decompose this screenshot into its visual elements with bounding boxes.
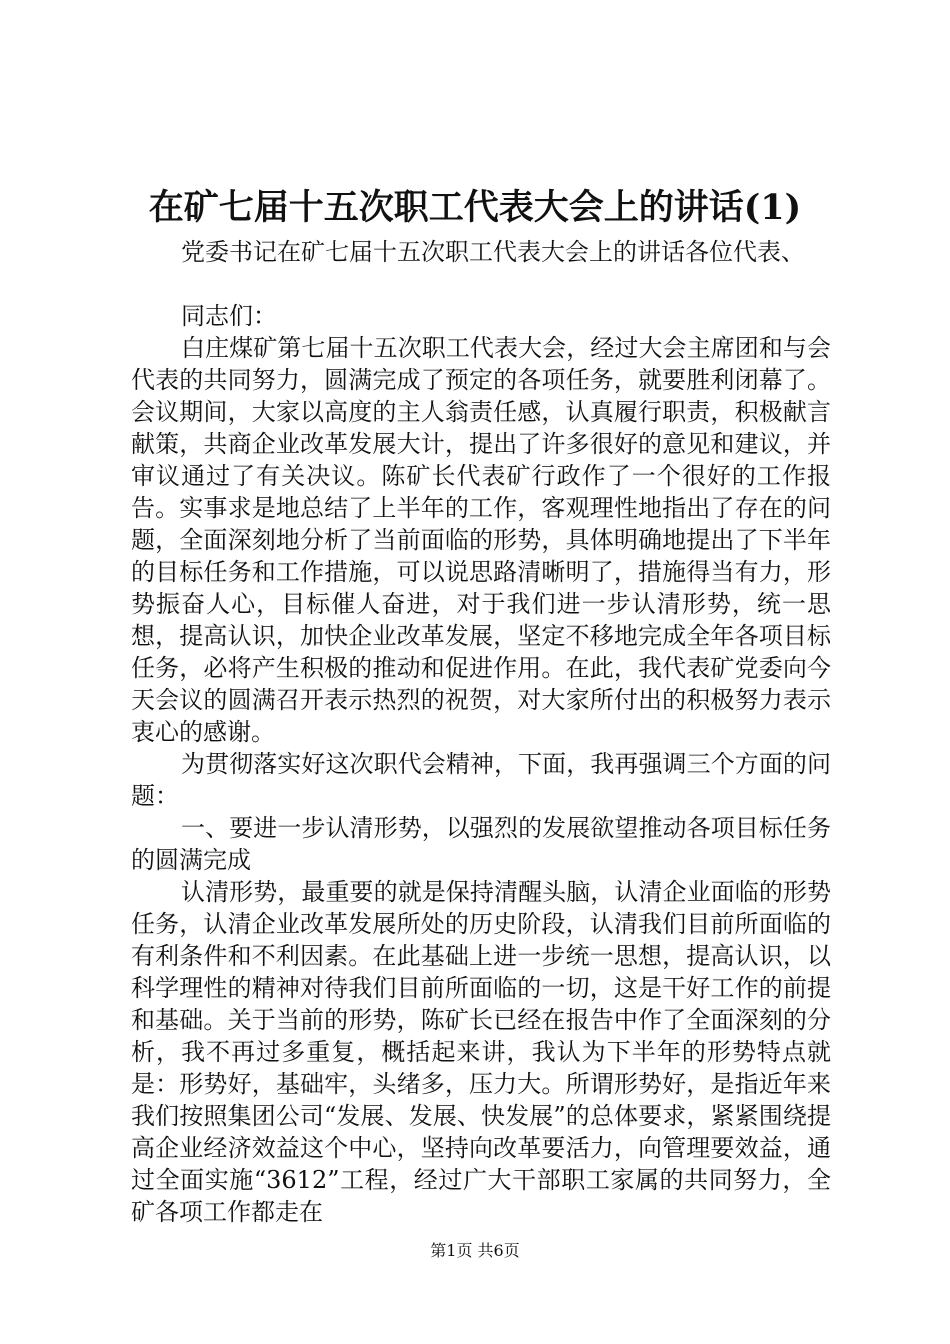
salutation-paragraph: 同志们： (181, 302, 277, 330)
section-heading: 一、要进一步认清形势，以强烈的发展欲望推动各项目标任务的圆满完成 (131, 814, 831, 874)
document-subtitle: 党委书记在矿七届十五次职工代表大会上的讲话各位代表、 (181, 238, 805, 266)
document-title: 在矿七届十五次职工代表大会上的讲话(1) (148, 187, 802, 228)
body-paragraph: 为贯彻落实好这次职代会精神，下面，我再强调三个方面的问题： (131, 750, 831, 810)
document-body (131, 300, 831, 1228)
body-paragraph: 白庄煤矿第七届十五次职工代表大会，经过大会主席团和与会代表的共同努力，圆满完成了预定的各项任务，就要胜利闭幕了。会议期间，大家以高度的主人翁责任感，认真履行职责，积极献言献策，共商企业改革发展大计，提出了许多很好的意见和建议，并审议通过了有关决议。陈矿长代表矿行政作了一个很好的工作报告。实事求是地总结了上半年的工作，客观理性地指出了存在的问题，全面深刻地分析了当前面临的形势，具体明确地提出了下半年的目标任务和工作措施，可以说思路清晰明了，措施得当有力，形势振奋人心，目标催人奋进，对于我们进一步认清形势，统一思想，提高认识，加快企业改革发展，坚定不移地完成全年各项目标任务，必将产生积极的推动和促进作用。在此，我代表矿党委向今天会议的圆满召开表示热烈的祝贺，对大家所付出的积极努力表示衷心的感谢。 (131, 334, 831, 746)
page-number-footer: 第1页 共6页 (430, 1241, 520, 1260)
body-paragraph: 认清形势，最重要的就是保持清醒头脑，认清企业面临的形势任务，认清企业改革发展所处的历史阶段，认清我们目前所面临的有利条件和不利因素。在此基础上进一步统一思想，提高认识，以科学理性的精神对待我们目前所面临的一切，这是干好工作的前提和基础。关于当前的形势，陈矿长已经在报告中作了全面深刻的分析，我不再过多重复，概括起来讲，我认为下半年的形势特点就是：形势好，基础牢，头绪多，压力大。所谓形势好，是指近年来我们按照集团公司“发展、发展、快发展”的总体要求，紧紧围绕提高企业经济效益这个中心，坚持向改革要活力，向管理要效益，通过全面实施“3612”工程，经过广大干部职工家属的共同努力，全矿各项工作都走在 (131, 878, 831, 1226)
